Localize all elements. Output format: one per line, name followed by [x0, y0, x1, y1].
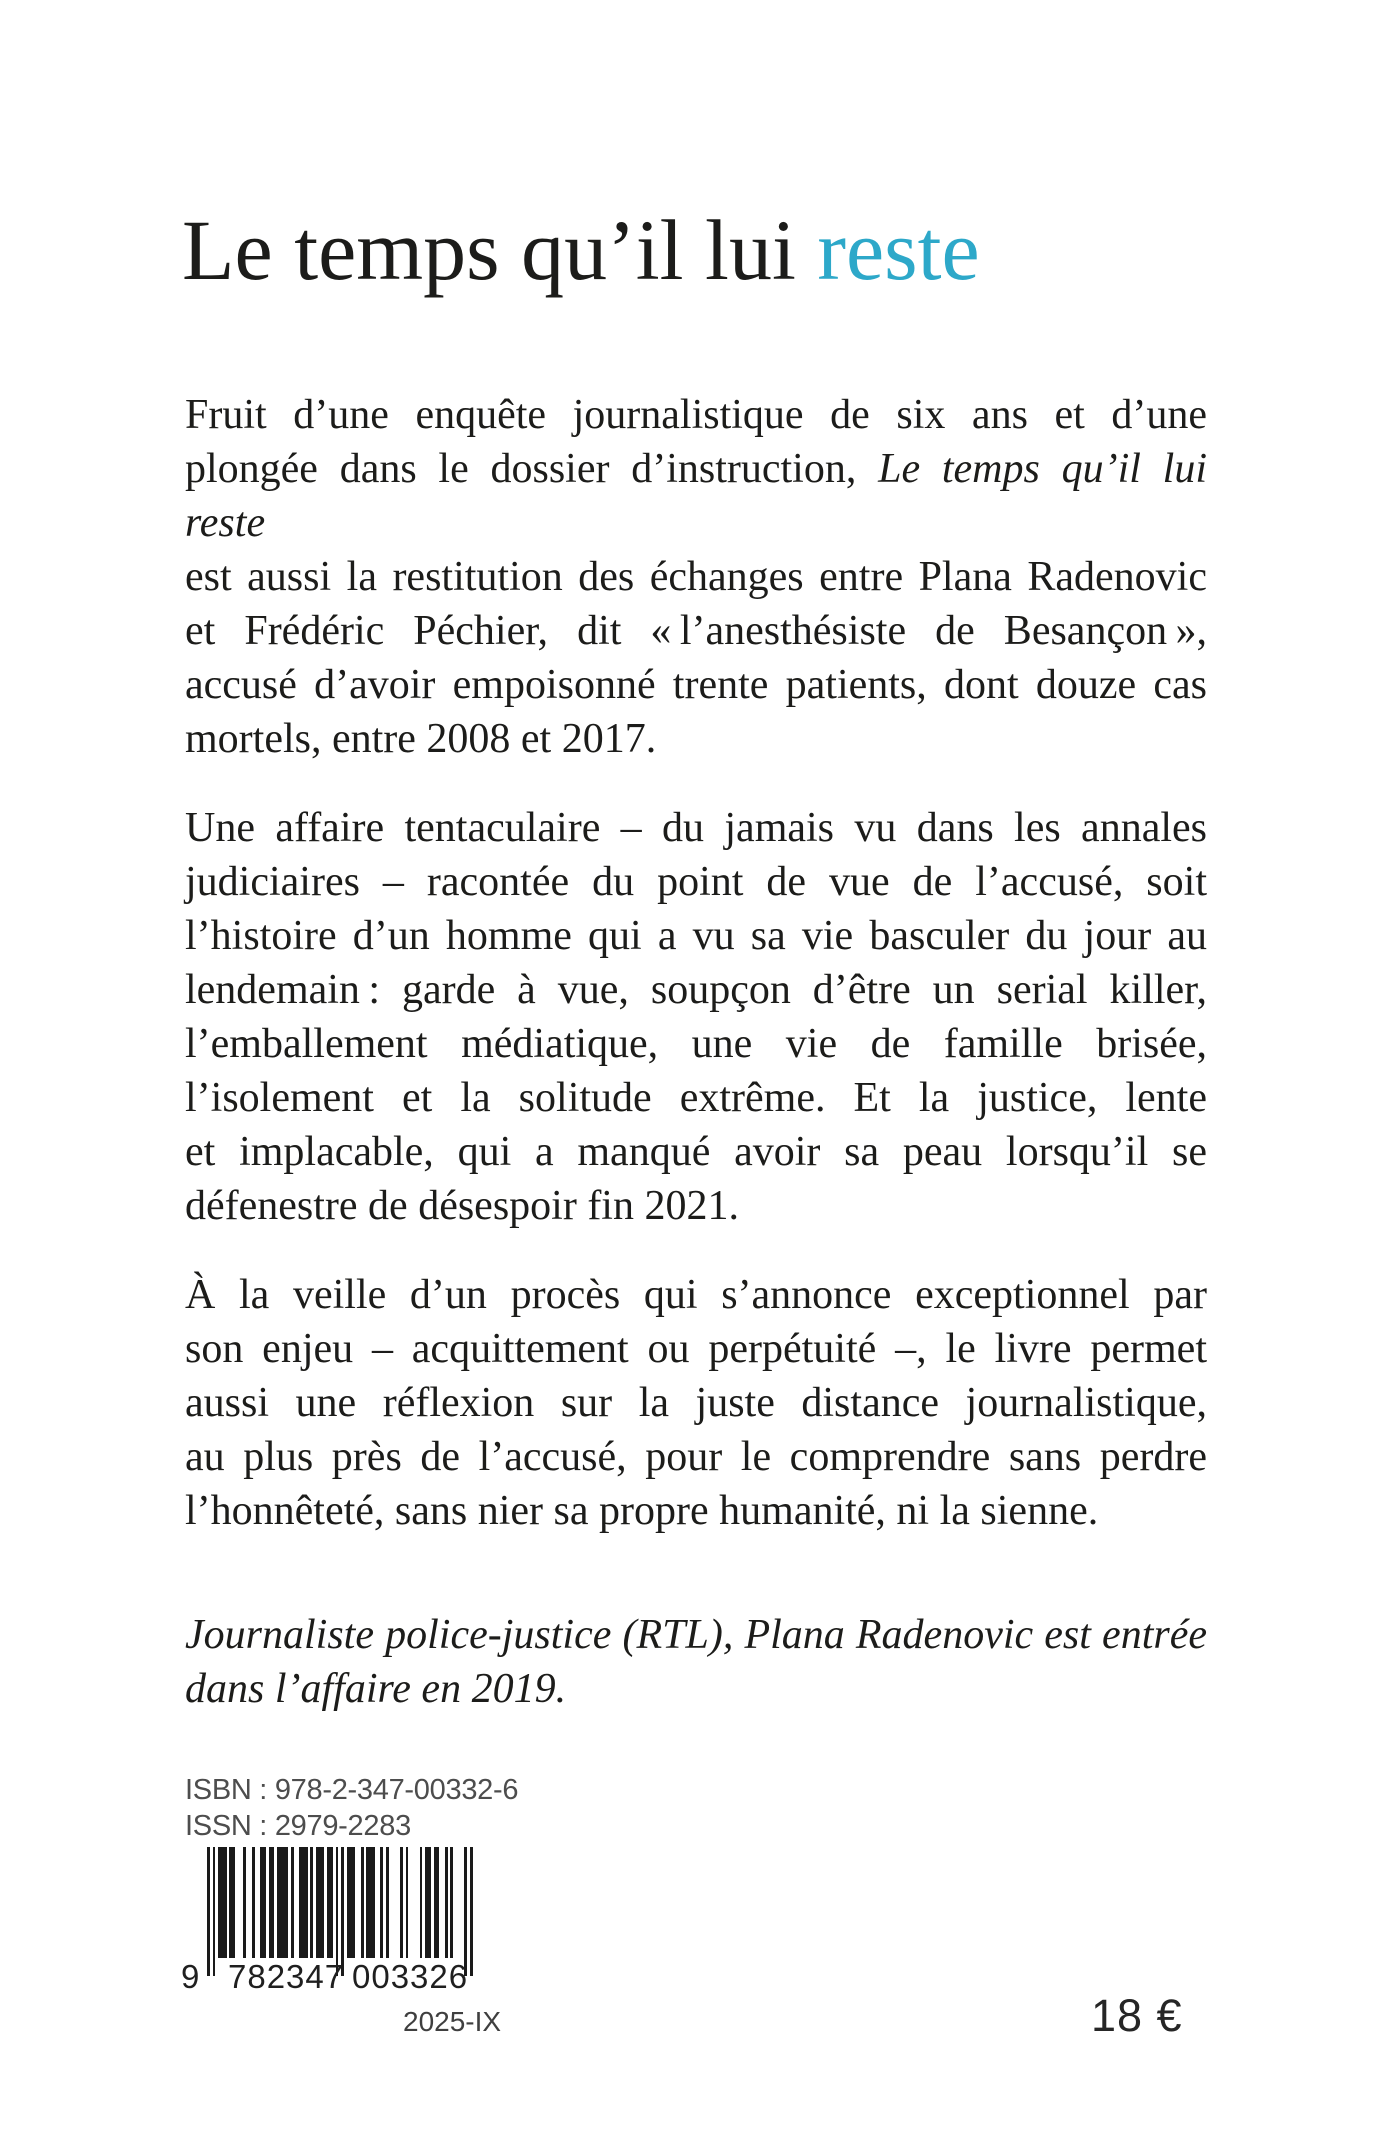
isbn-issn-block	[185, 1772, 518, 1844]
paragraph	[185, 1608, 1207, 1716]
barcode-first-digit: 9	[181, 1958, 200, 1995]
text-line	[185, 442, 1207, 550]
italic-text-segment: Le temps qu’il lui reste	[185, 446, 1207, 546]
book-title-accent: reste	[817, 202, 980, 298]
text-line	[185, 550, 1207, 604]
text-line	[185, 388, 1207, 442]
text-line	[185, 855, 1207, 909]
text-line	[185, 1268, 1207, 1322]
text-segment: l’honnêteté, sans nier sa propre humanité, ni la sienne.	[185, 1488, 1099, 1534]
text-segment: défenestre de désespoir fin 2021.	[185, 1183, 739, 1229]
text-segment: Fruit d’une enquête journalistique de six ans et d’une	[185, 392, 1207, 438]
text-segment: Une affaire tentaculaire – du jamais vu dans les annales	[185, 805, 1207, 851]
text-segment: est aussi la restitution des échanges entre Plana Radenovic	[185, 554, 1207, 600]
isbn-line: ISBN : 978-2-347-00332-6	[185, 1774, 519, 1806]
text-line	[185, 1322, 1207, 1376]
text-segment: l’histoire d’un homme qui a vu sa vie basculer du jour au	[185, 913, 1207, 959]
text-line	[185, 1125, 1207, 1179]
text-line	[185, 1376, 1207, 1430]
barcode-module	[470, 1847, 473, 1976]
issn-line: ISSN : 2979-2283	[185, 1810, 411, 1842]
text-segment: À la veille d’un procès qui s’annonce exceptionnel par	[185, 1272, 1207, 1318]
text-line	[185, 1179, 1207, 1233]
text-segment: plongée dans le dossier d’instruction,	[185, 446, 879, 492]
text-segment: lendemain : garde à vue, soupçon d’être un serial killer,	[185, 967, 1207, 1013]
text-segment: et Frédéric Péchier, dit « l’anesthésiste de Besançon »,	[185, 608, 1207, 654]
back-cover-blurb	[185, 388, 1207, 1716]
text-segment: Journaliste police-justice (RTL), Plana Radenovic est entrée	[185, 1612, 1207, 1658]
text-segment: dans l’affaire en 2019.	[185, 1666, 567, 1712]
text-segment: l’isolement et la solitude extrême. Et la justice, lente	[185, 1075, 1207, 1121]
paragraph	[185, 1268, 1207, 1538]
text-segment: judiciaires – racontée du point de vue de l’accusé, soit	[185, 859, 1207, 905]
text-segment: et implacable, qui a manqué avoir sa peau lorsqu’il se	[185, 1129, 1207, 1175]
paragraph	[185, 388, 1207, 766]
barcode-digits-right: 003326	[352, 1958, 469, 1995]
text-line	[185, 1608, 1207, 1662]
price-label: 18 €	[1091, 1990, 1183, 2041]
text-segment: l’emballement médiatique, une vie de famille brisée,	[185, 1021, 1207, 1067]
text-segment: au plus près de l’accusé, pour le comprendre sans perdre	[185, 1434, 1207, 1480]
text-line	[185, 1484, 1207, 1538]
text-line	[185, 712, 1207, 766]
text-line	[185, 1071, 1207, 1125]
barcode-digits-left: 782347	[228, 1958, 345, 1995]
text-line	[185, 963, 1207, 1017]
book-title-main: Le temps qu’il lui	[182, 202, 818, 298]
edition-code: 2025-IX	[403, 2006, 502, 2037]
text-line	[185, 1017, 1207, 1071]
book-title	[182, 202, 980, 298]
text-line	[185, 909, 1207, 963]
text-line	[185, 604, 1207, 658]
paragraph	[185, 801, 1207, 1233]
text-line	[185, 658, 1207, 712]
text-segment: son enjeu – acquittement ou perpétuité –, le livre permet	[185, 1326, 1207, 1372]
text-segment: aussi une réflexion sur la juste distance journalistique,	[185, 1380, 1207, 1426]
text-line	[185, 1430, 1207, 1484]
text-line	[185, 1662, 1207, 1716]
text-line	[185, 801, 1207, 855]
text-segment: mortels, entre 2008 et 2017.	[185, 716, 657, 762]
text-segment: accusé d’avoir empoisonné trente patients, dont douze cas	[185, 662, 1207, 708]
